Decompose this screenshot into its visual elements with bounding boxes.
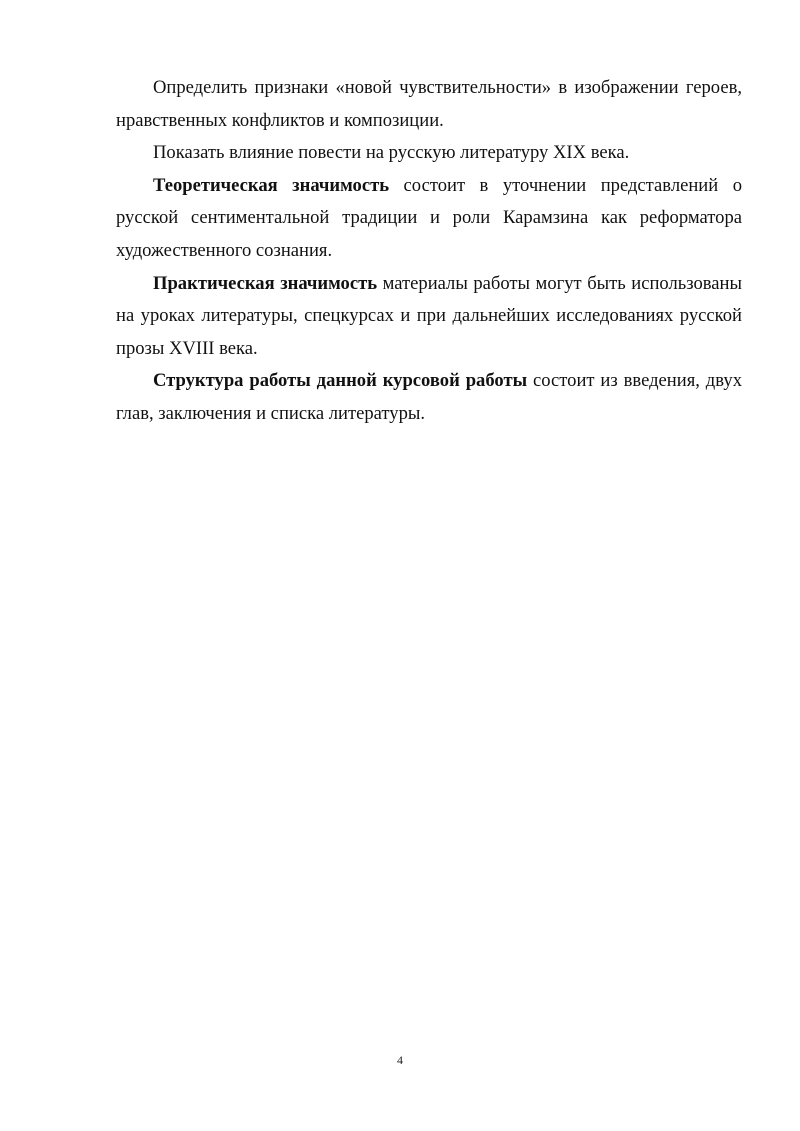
body-text — [116, 72, 742, 431]
paragraph-text: состоит в уточнении представлений о русской сентиментальной традиции и роли Карамзина как реформатора художественного сознания. — [116, 174, 742, 261]
paragraph-text: состоит из введения, двух глав, заключения и списка литературы. — [116, 370, 742, 424]
paragraph-goal-influence — [116, 137, 742, 170]
paragraph-text: Показать влияние повести на русскую литературу XIX века. — [153, 142, 630, 164]
paragraph-text: материалы работы могут быть использованы на уроках литературы, спецкурсах и при дальнейших исследованиях русской прозы XVIII века. — [116, 272, 742, 359]
structure-heading: Структура работы данной курсовой работы — [153, 370, 528, 392]
paragraph-theoretical-significance — [116, 170, 742, 268]
paragraph-practical-significance — [116, 268, 742, 366]
paragraph-text: Определить признаки «новой чувствительности» в изображении героев, нравственных конфликтов и композиции. — [116, 77, 742, 131]
paragraph-goal-sensitivity — [116, 72, 742, 137]
page-number: 4 — [397, 1053, 403, 1067]
theoretical-significance-heading: Теоретическая значимость — [153, 174, 390, 196]
practical-significance-heading: Практическая значимость — [153, 272, 378, 294]
paragraph-structure — [116, 365, 742, 430]
